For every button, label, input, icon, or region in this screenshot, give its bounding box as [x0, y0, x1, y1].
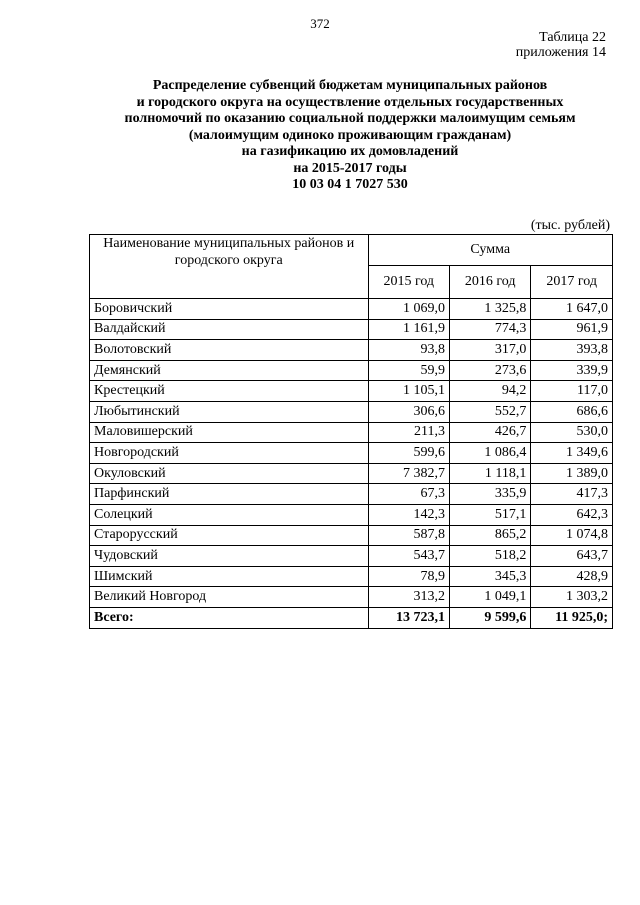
value-2017: 642,3: [531, 504, 613, 525]
header-sum: Сумма: [368, 235, 613, 266]
region-name: Всего:: [90, 607, 369, 628]
table-row: [90, 525, 613, 546]
table-row: [90, 443, 613, 464]
table-row: [90, 340, 613, 361]
value-2016: 517,1: [450, 504, 531, 525]
value-2015: 142,3: [368, 504, 450, 525]
title-line: Распределение субвенций бюджетам муниципальных районов: [152, 78, 548, 93]
value-2016: 426,7: [450, 422, 531, 443]
region-name: Любытинский: [90, 401, 369, 422]
document-title: [60, 78, 640, 194]
table-row: [90, 299, 613, 320]
value-2017: 961,9: [531, 319, 613, 340]
table-row: [90, 566, 613, 587]
region-name: Солецкий: [90, 504, 369, 525]
title-line: и городского округа на осуществление отдельных государственных: [136, 94, 564, 110]
region-name: Окуловский: [90, 463, 369, 484]
value-2016: 518,2: [450, 546, 531, 567]
value-2017: 686,6: [531, 401, 613, 422]
value-2015: 7 382,7: [368, 463, 450, 484]
value-2015: 313,2: [368, 587, 450, 608]
value-2017: 428,9: [531, 566, 613, 587]
table-row: [90, 504, 613, 525]
value-2015: 1 105,1: [368, 381, 450, 402]
value-2015: 306,6: [368, 401, 450, 422]
subvention-table: [89, 234, 613, 629]
value-2017: 339,9: [531, 360, 613, 381]
value-2015: 67,3: [368, 484, 450, 505]
page-number: 372: [310, 16, 330, 31]
value-2017: 1 389,0: [531, 463, 613, 484]
value-2016: 273,6: [450, 360, 531, 381]
table-row: [90, 546, 613, 567]
value-2017: 393,8: [531, 340, 613, 361]
table-row: [90, 360, 613, 381]
value-2017: 1 647,0: [531, 299, 613, 320]
region-name: Волотовский: [90, 340, 369, 361]
table-row: [90, 401, 613, 422]
title-line: на газификацию их домовладений: [241, 144, 459, 159]
value-2017: 1 303,2: [531, 587, 613, 608]
value-2015: 211,3: [368, 422, 450, 443]
value-2015: 1 161,9: [368, 319, 450, 340]
value-2015: 1 069,0: [368, 299, 450, 320]
value-2016: 317,0: [450, 340, 531, 361]
value-2016: 1 049,1: [450, 587, 531, 608]
value-2016: 865,2: [450, 525, 531, 546]
title-line: полномочий по оказанию социальной поддержки малоимущим семьям: [124, 111, 576, 126]
value-2015: 587,8: [368, 525, 450, 546]
table-row: [90, 319, 613, 340]
value-2016: 335,9: [450, 484, 531, 505]
table-row: [90, 484, 613, 505]
value-2016: 1 118,1: [450, 463, 531, 484]
region-name: Валдайский: [90, 319, 369, 340]
value-2017: 1 074,8: [531, 525, 613, 546]
value-2016: 1 325,8: [450, 299, 531, 320]
table-row: [90, 422, 613, 443]
value-2015: 599,6: [368, 443, 450, 464]
title-line: (малоимущим одиноко проживающим гражданам): [188, 127, 512, 143]
header-year-2015: 2015 год: [368, 266, 450, 299]
region-name: Крестецкий: [90, 381, 369, 402]
value-2017: 643,7: [531, 546, 613, 567]
value-2017: 530,0: [531, 422, 613, 443]
title-line: на 2015-2017 годы: [293, 160, 407, 176]
table-ref-line2: приложения 14: [515, 45, 606, 60]
table-row: [90, 381, 613, 402]
table-row: [90, 587, 613, 608]
region-name: Великий Новгород: [90, 587, 369, 608]
region-name: Шимский: [90, 566, 369, 587]
value-2016: 774,3: [450, 319, 531, 340]
table-row: [90, 463, 613, 484]
value-2015: 93,8: [368, 340, 450, 361]
value-2017: 11 925,0;: [531, 607, 613, 628]
value-2016: 345,3: [450, 566, 531, 587]
region-name: Новгородский: [90, 443, 369, 464]
units-label: (тыс. рублей): [530, 218, 610, 233]
value-2015: 59,9: [368, 360, 450, 381]
header-name: Наименование муниципальных районов и городского округа: [90, 235, 369, 299]
value-2015: 543,7: [368, 546, 450, 567]
value-2017: 1 349,6: [531, 443, 613, 464]
value-2016: 1 086,4: [450, 443, 531, 464]
table-reference: [516, 30, 606, 60]
value-2015: 78,9: [368, 566, 450, 587]
table-body: [90, 299, 613, 629]
value-2015: 13 723,1: [368, 607, 450, 628]
value-2016: 552,7: [450, 401, 531, 422]
region-name: Парфинский: [90, 484, 369, 505]
region-name: Демянский: [90, 360, 369, 381]
region-name: Старорусский: [90, 525, 369, 546]
region-name: Чудовский: [90, 546, 369, 567]
header-year-2016: 2016 год: [450, 266, 531, 299]
title-line: 10 03 04 1 7027 530: [292, 177, 408, 192]
table-total-row: [90, 607, 613, 628]
header-year-2017: 2017 год: [531, 266, 613, 299]
value-2017: 117,0: [531, 381, 613, 402]
region-name: Боровичский: [90, 299, 369, 320]
region-name: Маловишерский: [90, 422, 369, 443]
value-2017: 417,3: [531, 484, 613, 505]
value-2016: 9 599,6: [450, 607, 531, 628]
table-ref-line1: Таблица 22: [539, 30, 606, 45]
value-2016: 94,2: [450, 381, 531, 402]
